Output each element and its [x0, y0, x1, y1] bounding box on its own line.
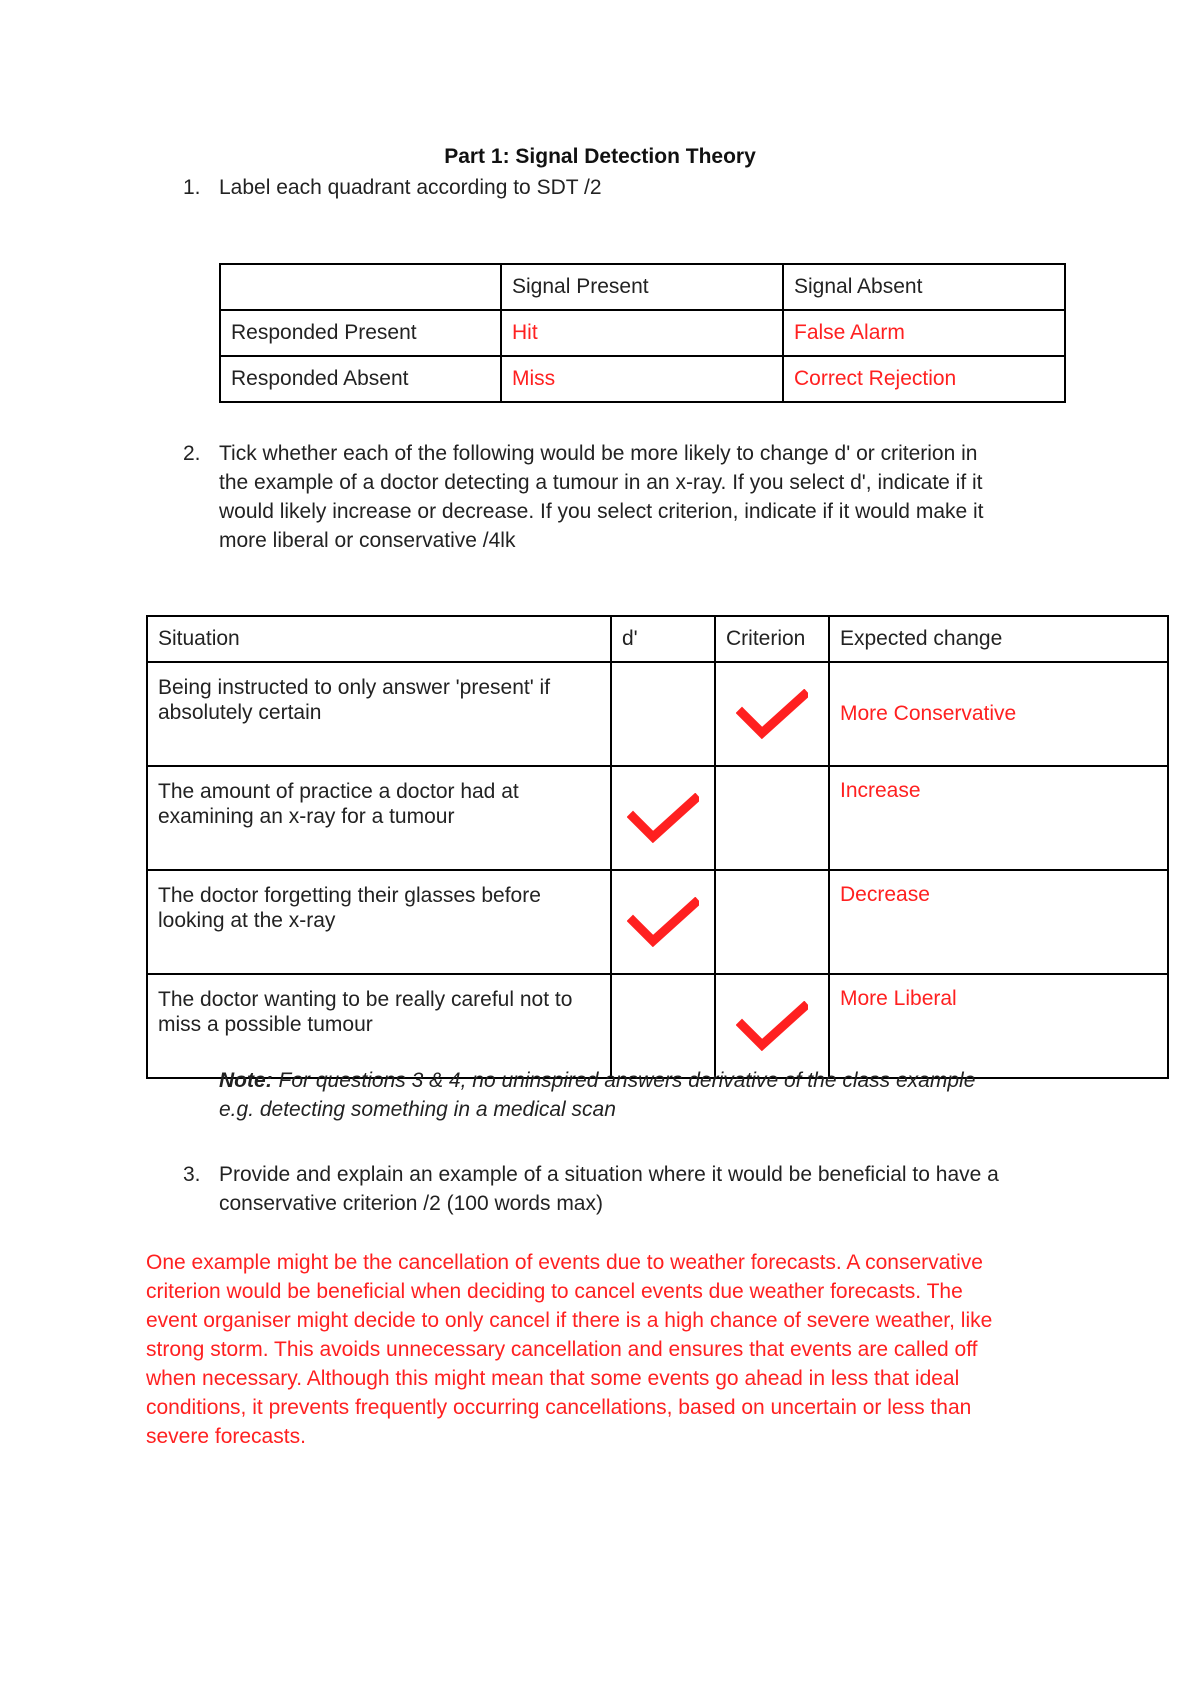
- page-title: Part 1: Signal Detection Theory: [444, 145, 756, 168]
- header-signal-present: Signal Present: [501, 264, 783, 310]
- checkmark-icon: [627, 793, 699, 843]
- note-label: Note:: [219, 1069, 273, 1092]
- d-prime-cell: [611, 662, 715, 766]
- expected-change-cell: More Conservative: [829, 662, 1168, 766]
- q2-text: [219, 439, 1119, 555]
- answer-cell: Correct Rejection: [783, 356, 1065, 402]
- table-row: [220, 356, 1065, 402]
- criterion-cell: [715, 662, 829, 766]
- header-situation: Situation: [147, 616, 611, 662]
- situation-cell: The doctor wanting to be really careful not to miss a possible tumour: [147, 974, 611, 1078]
- sdt-quadrant-table: [219, 263, 1066, 403]
- answer-line: strong storm. This avoids unnecessary cancellation and ensures that events are called off: [146, 1338, 978, 1361]
- q2-line: the example of a doctor detecting a tumour in an x-ray. If you select d', indicate if it: [219, 471, 983, 494]
- situation-cell: The doctor forgetting their glasses before looking at the x-ray: [147, 870, 611, 974]
- q1-number: 1.: [183, 176, 201, 199]
- note-text: For questions 3 & 4, no uninspired answers derivative of the class example: [278, 1069, 976, 1092]
- note-line: [219, 1066, 1079, 1095]
- row-label: Responded Absent: [220, 356, 501, 402]
- d-prime-cell: [611, 766, 715, 870]
- q2-number: 2.: [183, 442, 201, 465]
- header-criterion: Criterion: [715, 616, 829, 662]
- q3-answer: [146, 1248, 1076, 1451]
- criterion-cell: [715, 766, 829, 870]
- note-line: e.g. detecting something in a medical scan: [219, 1098, 616, 1121]
- checkmark-icon: [736, 1001, 808, 1051]
- situation-cell: The amount of practice a doctor had at examining an x-ray for a tumour: [147, 766, 611, 870]
- q1-text: Label each quadrant according to SDT /2: [219, 176, 602, 199]
- answer-cell: False Alarm: [783, 310, 1065, 356]
- table-corner-cell: [220, 264, 501, 310]
- d-prime-cell: [611, 974, 715, 1078]
- q3-line: Provide and explain an example of a situation where it would be beneficial to have a: [219, 1163, 999, 1186]
- header-signal-absent: Signal Absent: [783, 264, 1065, 310]
- answer-cell: Hit: [501, 310, 783, 356]
- q2-line: Tick whether each of the following would be more likely to change d' or criterion in: [219, 442, 978, 465]
- header-expected-change: Expected change: [829, 616, 1168, 662]
- q3-text: [219, 1160, 1119, 1218]
- criterion-cell: [715, 870, 829, 974]
- d-prime-cell: [611, 870, 715, 974]
- expected-change-cell: Increase: [829, 766, 1168, 870]
- criterion-cell: [715, 974, 829, 1078]
- answer-line: criterion would be beneficial when deciding to cancel events due weather forecasts. The: [146, 1280, 963, 1303]
- answer-cell: Miss: [501, 356, 783, 402]
- q2-line: more liberal or conservative /4lk: [219, 529, 516, 552]
- table-row: [220, 310, 1065, 356]
- table-row: [147, 662, 1168, 766]
- situation-cell: Being instructed to only answer 'present' if absolutely certain: [147, 662, 611, 766]
- checkmark-icon: [736, 689, 808, 739]
- table-row: [147, 766, 1168, 870]
- answer-line: event organiser might decide to only cancel if there is a high chance of severe weather, like: [146, 1309, 993, 1332]
- q2-line: would likely increase or decrease. If you select criterion, indicate if it would make it: [219, 500, 984, 523]
- checkmark-icon: [627, 897, 699, 947]
- expected-change-cell: More Liberal: [829, 974, 1168, 1078]
- table-header-row: [147, 616, 1168, 662]
- answer-line: severe forecasts.: [146, 1425, 306, 1448]
- situation-table: [146, 615, 1169, 1079]
- answer-line: when necessary. Although this might mean that some events go ahead in less that ideal: [146, 1367, 960, 1390]
- row-label: Responded Present: [220, 310, 501, 356]
- answer-line: conditions, it prevents frequently occurring cancellations, based on uncertain or less than: [146, 1396, 972, 1419]
- table-row: [147, 974, 1168, 1078]
- table-row: [147, 870, 1168, 974]
- answer-line: One example might be the cancellation of events due to weather forecasts. A conservative: [146, 1251, 983, 1274]
- note: [219, 1066, 1079, 1124]
- table-header-row: [220, 264, 1065, 310]
- q3-number: 3.: [183, 1163, 201, 1186]
- expected-change-cell: Decrease: [829, 870, 1168, 974]
- header-d-prime: d': [611, 616, 715, 662]
- q3-line: conservative criterion /2 (100 words max): [219, 1192, 603, 1215]
